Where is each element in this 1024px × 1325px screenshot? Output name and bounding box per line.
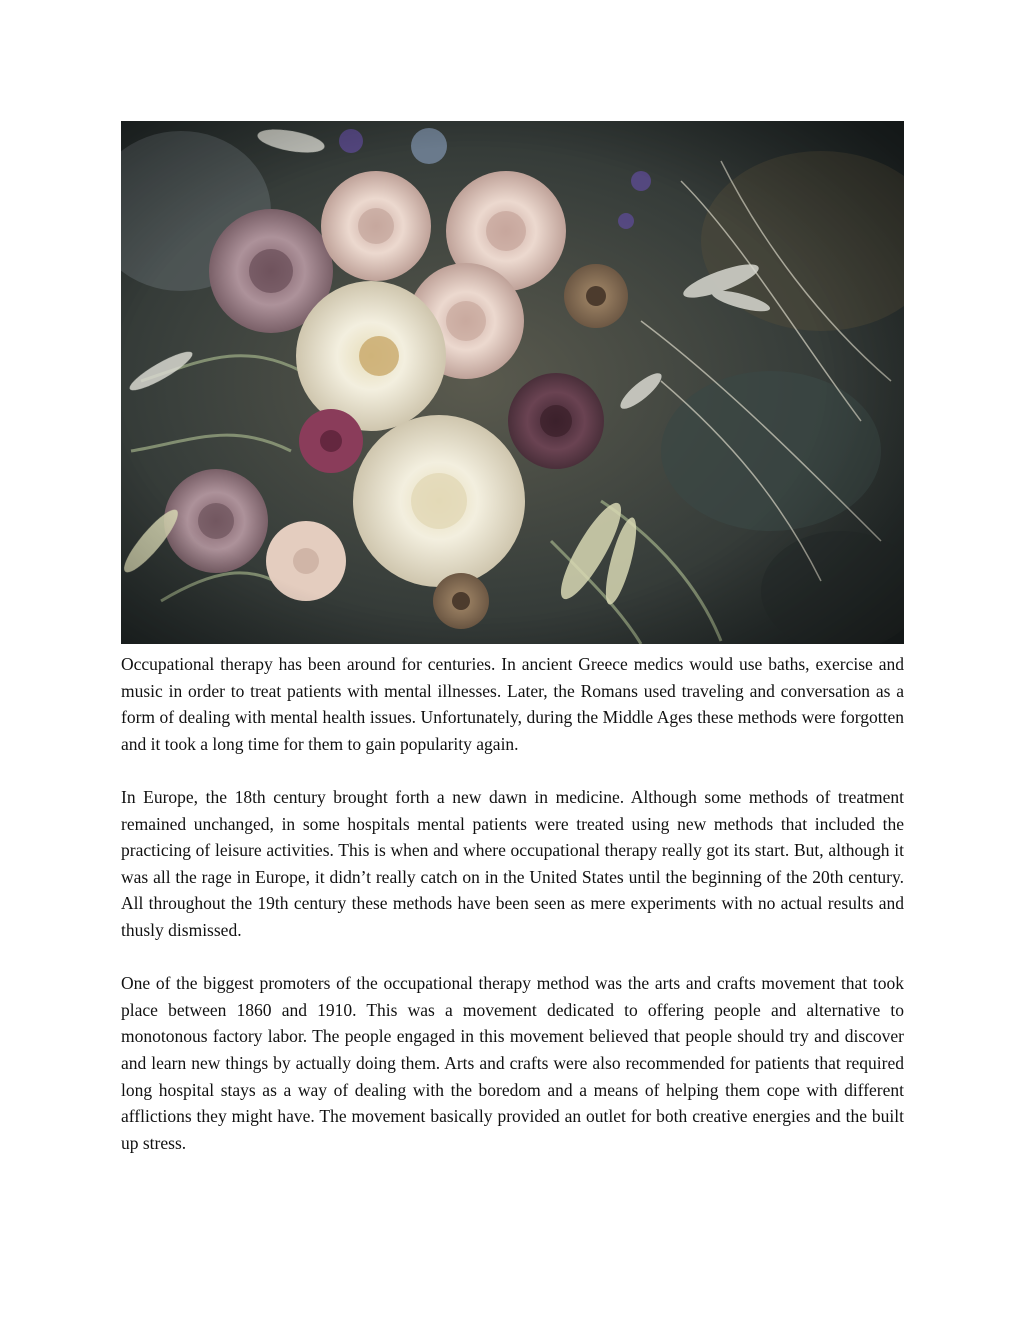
document-page <box>121 121 904 1156</box>
paragraph-3: One of the biggest promoters of the occupational therapy method was the arts and crafts movement that took place between 1860 and 1910. This was a movement dedicated to offering people and alternative to monotonous factory labor. The people engaged in this movement believed that people should try and discover and learn new things by actually doing them. Arts and crafts were also recommended for patients that required long hospital stays as a way of dealing with the boredom and a means of helping them cope with different afflictions they might have. The movement basically provided an outlet for both creative energies and the built up stress. <box>121 973 904 1153</box>
paragraph-2: In Europe, the 18th century brought forth a new dawn in medicine. Although some methods of treatment remained unchanged, in some hospitals mental patients were treated using new methods that included the practicing of leisure activities. This is when and where occupational therapy really got its start. But, although it was all the rage in Europe, it didn’t really catch on in the United States until the beginning of the 20th century. All throughout the 19th century these methods have been seen as mere experiments with no actual results and thusly dismissed. <box>121 786 904 940</box>
bouquet-photo <box>121 121 904 644</box>
paragraph-1: Occupational therapy has been around for centuries. In ancient Greece medics would use baths, exercise and music in order to treat patients with mental illnesses. Later, the Romans used traveling and conversation as a form of dealing with mental health issues. Unfortunately, during the Middle Ages these methods were forgotten and it took a long time for them to gain popularity again. <box>121 654 904 754</box>
